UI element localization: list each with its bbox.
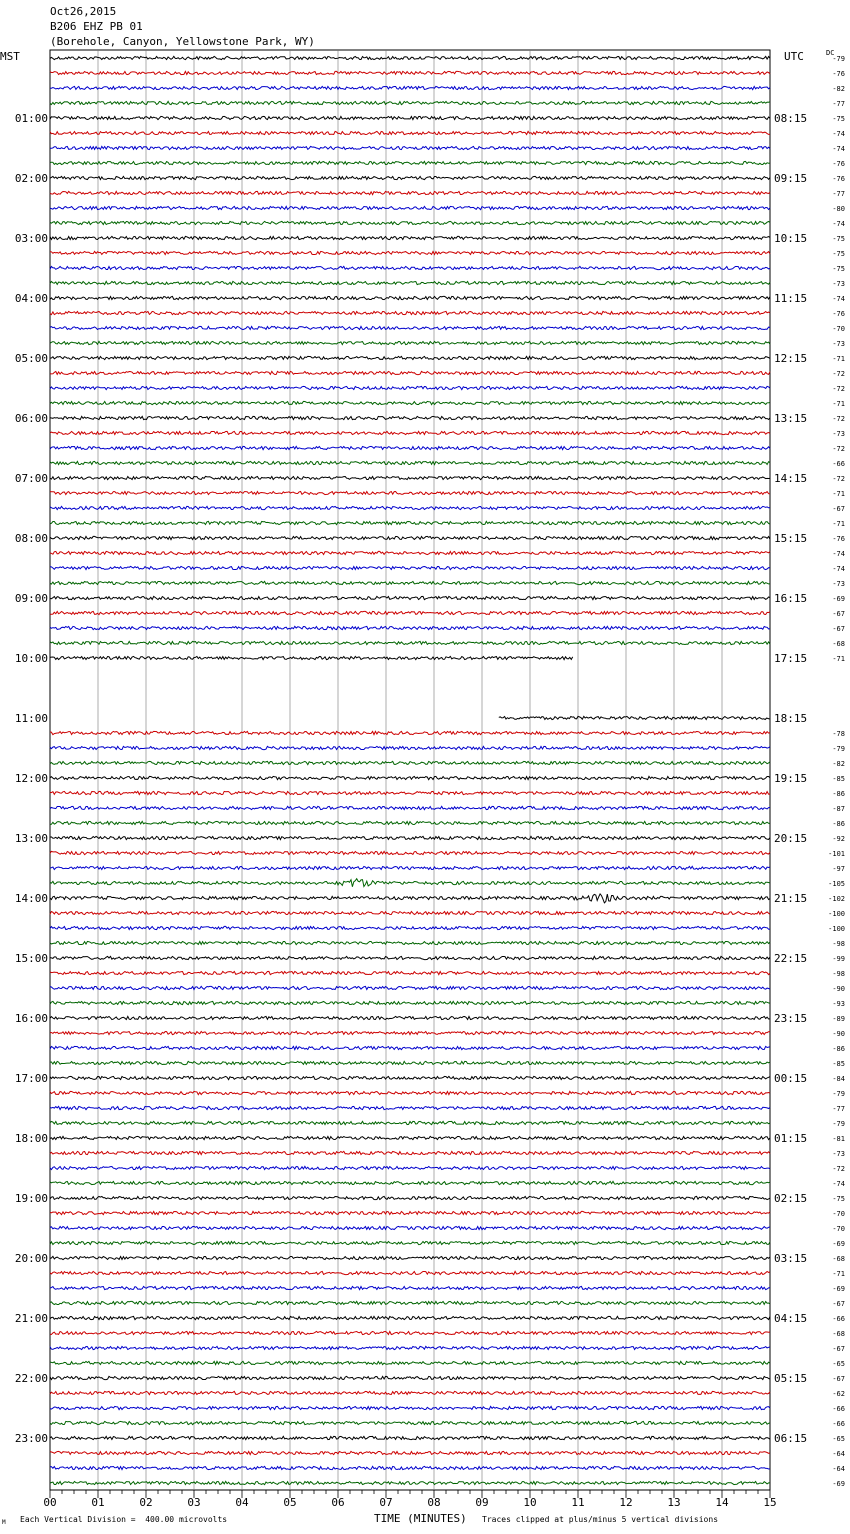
x-tick-label: 00 bbox=[43, 1496, 57, 1509]
dc-offset-label: -77 bbox=[832, 100, 845, 108]
dc-offset-label: -66 bbox=[832, 460, 845, 468]
trace-row bbox=[50, 1001, 770, 1004]
left-hour-label: 05:00 bbox=[14, 352, 48, 365]
left-hour-label: 18:00 bbox=[14, 1132, 48, 1145]
trace-row bbox=[50, 236, 770, 239]
x-axis-label: TIME (MINUTES) bbox=[374, 1512, 467, 1525]
dc-offset-label: -77 bbox=[832, 190, 845, 198]
trace-row bbox=[50, 86, 770, 89]
trace-row bbox=[50, 866, 770, 869]
trace-row bbox=[50, 761, 770, 764]
trace-row bbox=[50, 266, 770, 269]
dc-offset-label: -73 bbox=[832, 1150, 845, 1158]
trace-row bbox=[50, 446, 770, 449]
dc-offset-label: -97 bbox=[832, 865, 845, 873]
trace-row bbox=[50, 1466, 770, 1469]
trace-row bbox=[50, 1046, 770, 1049]
trace-row bbox=[50, 311, 770, 314]
trace-row bbox=[50, 146, 770, 149]
dc-offset-label: -73 bbox=[832, 280, 845, 288]
dc-offset-label: -85 bbox=[832, 1060, 845, 1068]
dc-offset-label: -90 bbox=[832, 1030, 845, 1038]
right-hour-label: 06:15 bbox=[774, 1432, 808, 1445]
trace-row bbox=[50, 1241, 770, 1244]
trace-row bbox=[50, 296, 770, 299]
x-tick-label: 01 bbox=[91, 1496, 105, 1509]
dc-offset-label: -75 bbox=[832, 235, 845, 243]
dc-offset-label: -66 bbox=[832, 1405, 845, 1413]
x-tick-label: 10 bbox=[523, 1496, 537, 1509]
trace-row bbox=[50, 191, 770, 194]
dc-offset-label: -73 bbox=[832, 430, 845, 438]
dc-offset-label: -75 bbox=[832, 115, 845, 123]
dc-offset-label: -68 bbox=[832, 640, 845, 648]
dc-offset-label: -82 bbox=[832, 85, 845, 93]
dc-offset-label: -74 bbox=[832, 565, 845, 573]
trace-row bbox=[50, 1016, 770, 1019]
right-hour-label: 15:15 bbox=[774, 532, 808, 545]
trace-row bbox=[50, 1106, 770, 1109]
trace-row bbox=[50, 1256, 770, 1259]
right-hour-label: 05:15 bbox=[774, 1372, 808, 1385]
dc-offset-label: -67 bbox=[832, 505, 845, 513]
dc-offset-label: -84 bbox=[832, 1075, 845, 1083]
left-hour-label: 04:00 bbox=[14, 292, 48, 305]
trace-row bbox=[50, 1196, 770, 1199]
dc-offset-label: -100 bbox=[828, 910, 845, 918]
right-hour-label: 18:15 bbox=[774, 712, 808, 725]
dc-offset-label: -70 bbox=[832, 1225, 845, 1233]
trace-row bbox=[50, 926, 770, 929]
right-hour-label: 09:15 bbox=[774, 172, 808, 185]
x-tick-label: 11 bbox=[571, 1496, 585, 1509]
dc-offset-label: -69 bbox=[832, 1240, 845, 1248]
trace-row bbox=[50, 1301, 770, 1304]
dc-offset-label: -89 bbox=[832, 1015, 845, 1023]
dc-offset-label: -74 bbox=[832, 220, 845, 228]
left-hour-label: 21:00 bbox=[14, 1312, 48, 1325]
left-hour-label: 09:00 bbox=[14, 592, 48, 605]
dc-offset-label: -90 bbox=[832, 985, 845, 993]
trace-row bbox=[50, 371, 770, 374]
dc-offset-label: -86 bbox=[832, 790, 845, 798]
dc-offset-label: -100 bbox=[828, 925, 845, 933]
dc-offset-label: -79 bbox=[832, 745, 845, 753]
dc-offset-label: -71 bbox=[832, 400, 845, 408]
dc-offset-label: -64 bbox=[832, 1450, 845, 1458]
trace-row bbox=[50, 1421, 770, 1424]
right-hour-label: 04:15 bbox=[774, 1312, 808, 1325]
dc-offset-label: -93 bbox=[832, 1000, 845, 1008]
right-hour-label: 22:15 bbox=[774, 952, 808, 965]
trace-row bbox=[50, 806, 770, 809]
dc-offset-label: -69 bbox=[832, 1285, 845, 1293]
trace-row bbox=[50, 1031, 770, 1034]
dc-offset-label: -71 bbox=[832, 520, 845, 528]
right-hour-label: 01:15 bbox=[774, 1132, 808, 1145]
dc-offset-label: -75 bbox=[832, 1195, 845, 1203]
dc-offset-label: -66 bbox=[832, 1420, 845, 1428]
trace-row bbox=[50, 101, 770, 104]
left-hour-label: 02:00 bbox=[14, 172, 48, 185]
trace-row bbox=[50, 221, 770, 224]
dc-offset-label: -102 bbox=[828, 895, 845, 903]
left-hour-label: 16:00 bbox=[14, 1012, 48, 1025]
dc-offset-label: -72 bbox=[832, 370, 845, 378]
dc-offset-label: -76 bbox=[832, 535, 845, 543]
trace-row bbox=[50, 1376, 770, 1379]
dc-offset-label: -62 bbox=[832, 1390, 845, 1398]
trace-row bbox=[50, 431, 770, 434]
dc-offset-label: -67 bbox=[832, 1300, 845, 1308]
right-hour-label: 10:15 bbox=[774, 232, 808, 245]
dc-offset-label: -101 bbox=[828, 850, 845, 858]
dc-offset-label: -71 bbox=[832, 355, 845, 363]
trace-row bbox=[50, 161, 770, 164]
x-tick-label: 02 bbox=[139, 1496, 153, 1509]
x-tick-label: 08 bbox=[427, 1496, 441, 1509]
left-hour-label: 23:00 bbox=[14, 1432, 48, 1445]
trace-row bbox=[50, 1121, 770, 1124]
trace-row bbox=[50, 836, 770, 839]
dc-offset-label: -65 bbox=[832, 1435, 845, 1443]
right-hour-label: 19:15 bbox=[774, 772, 808, 785]
trace-row bbox=[50, 386, 770, 389]
dc-column-label: DC bbox=[826, 49, 835, 57]
trace-row bbox=[50, 326, 770, 329]
dc-offset-label: -72 bbox=[832, 475, 845, 483]
x-tick-label: 15 bbox=[763, 1496, 777, 1509]
trace-row bbox=[50, 986, 770, 989]
dc-offset-label: -68 bbox=[832, 1255, 845, 1263]
dc-offset-label: -70 bbox=[832, 1210, 845, 1218]
dc-offset-label: -69 bbox=[832, 595, 845, 603]
trace-row bbox=[50, 596, 770, 599]
trace-row bbox=[50, 401, 770, 404]
dc-offset-label: -81 bbox=[832, 1135, 845, 1143]
dc-offset-label: -75 bbox=[832, 265, 845, 273]
dc-offset-label: -98 bbox=[832, 940, 845, 948]
trace-row bbox=[50, 1181, 770, 1184]
trace-row bbox=[50, 626, 770, 629]
dc-offset-label: -86 bbox=[832, 820, 845, 828]
trace-row bbox=[50, 956, 770, 959]
dc-offset-label: -72 bbox=[832, 415, 845, 423]
dc-offset-label: -68 bbox=[832, 1330, 845, 1338]
trace-row bbox=[50, 879, 770, 887]
left-hour-label: 20:00 bbox=[14, 1252, 48, 1265]
trace-row bbox=[50, 341, 770, 344]
dc-offset-label: -72 bbox=[832, 385, 845, 393]
dc-offset-label: -98 bbox=[832, 970, 845, 978]
left-hour-label: 17:00 bbox=[14, 1072, 48, 1085]
x-tick-label: 05 bbox=[283, 1496, 297, 1509]
dc-offset-label: -73 bbox=[832, 340, 845, 348]
trace-row bbox=[50, 1061, 770, 1064]
trace-row bbox=[50, 656, 573, 659]
clip-note: Traces clipped at plus/minus 5 vertical divisions bbox=[482, 1515, 719, 1524]
dc-offset-label: -78 bbox=[832, 730, 845, 738]
dc-offset-label: -66 bbox=[832, 1315, 845, 1323]
trace-row bbox=[50, 56, 770, 59]
trace-row bbox=[50, 941, 770, 944]
header-location: (Borehole, Canyon, Yellowstone Park, WY) bbox=[50, 35, 315, 48]
trace-row bbox=[50, 131, 770, 134]
right-hour-label: 13:15 bbox=[774, 412, 808, 425]
scale-note: Each Vertical Division = 400.00 microvolts bbox=[20, 1515, 228, 1524]
trace-row bbox=[50, 1076, 770, 1079]
trace-row bbox=[50, 1286, 770, 1289]
left-timezone-label: MST bbox=[0, 50, 20, 63]
dc-offset-label: -67 bbox=[832, 1375, 845, 1383]
dc-offset-label: -99 bbox=[832, 955, 845, 963]
trace-row bbox=[50, 821, 770, 824]
dc-offset-label: -76 bbox=[832, 310, 845, 318]
dc-offset-label: -80 bbox=[832, 205, 845, 213]
dc-offset-label: -67 bbox=[832, 1345, 845, 1353]
trace-row bbox=[50, 776, 770, 779]
dc-offset-label: -79 bbox=[832, 1120, 845, 1128]
trace-row bbox=[50, 551, 770, 554]
dc-offset-label: -76 bbox=[832, 70, 845, 78]
right-hour-label: 02:15 bbox=[774, 1192, 808, 1205]
right-hour-label: 03:15 bbox=[774, 1252, 808, 1265]
trace-row bbox=[50, 491, 770, 494]
trace-row bbox=[50, 1316, 770, 1319]
trace-row bbox=[50, 746, 770, 749]
left-hour-label: 13:00 bbox=[14, 832, 48, 845]
dc-offset-label: -65 bbox=[832, 1360, 845, 1368]
dc-offset-label: -86 bbox=[832, 1045, 845, 1053]
trace-row bbox=[50, 1331, 770, 1334]
trace-row bbox=[50, 971, 770, 974]
x-tick-label: 09 bbox=[475, 1496, 489, 1509]
trace-row bbox=[50, 791, 770, 794]
trace-row bbox=[50, 731, 770, 734]
left-hour-label: 15:00 bbox=[14, 952, 48, 965]
left-hour-label: 07:00 bbox=[14, 472, 48, 485]
dc-offset-label: -105 bbox=[828, 880, 845, 888]
trace-row bbox=[50, 1226, 770, 1229]
trace-row bbox=[50, 1271, 770, 1274]
right-hour-label: 12:15 bbox=[774, 352, 808, 365]
trace-row bbox=[50, 851, 770, 854]
left-hour-label: 10:00 bbox=[14, 652, 48, 665]
left-hour-label: 22:00 bbox=[14, 1372, 48, 1385]
trace-row bbox=[50, 1136, 770, 1139]
trace-row bbox=[50, 1391, 770, 1394]
dc-offset-label: -75 bbox=[832, 250, 845, 258]
dc-offset-label: -87 bbox=[832, 805, 845, 813]
dc-offset-label: -74 bbox=[832, 130, 845, 138]
dc-offset-label: -85 bbox=[832, 775, 845, 783]
trace-row bbox=[50, 461, 770, 464]
dc-offset-label: -71 bbox=[832, 655, 845, 663]
trace-row bbox=[50, 71, 770, 74]
dc-offset-label: -92 bbox=[832, 835, 845, 843]
trace-row bbox=[50, 251, 770, 254]
trace-row bbox=[50, 1481, 770, 1484]
right-hour-label: 11:15 bbox=[774, 292, 808, 305]
x-tick-label: 12 bbox=[619, 1496, 633, 1509]
right-hour-label: 20:15 bbox=[774, 832, 808, 845]
trace-row bbox=[50, 1211, 770, 1214]
dc-offset-label: -69 bbox=[832, 1480, 845, 1488]
trace-row bbox=[50, 176, 770, 179]
dc-offset-label: -79 bbox=[832, 1090, 845, 1098]
dc-offset-label: -71 bbox=[832, 490, 845, 498]
trace-row bbox=[50, 611, 770, 614]
right-hour-label: 16:15 bbox=[774, 592, 808, 605]
dc-offset-label: -74 bbox=[832, 295, 845, 303]
dc-offset-label: -82 bbox=[832, 760, 845, 768]
trace-row bbox=[50, 506, 770, 509]
trace-row bbox=[499, 716, 770, 719]
trace-row bbox=[50, 641, 770, 644]
x-tick-label: 04 bbox=[235, 1496, 249, 1509]
dc-offset-label: -74 bbox=[832, 550, 845, 558]
right-hour-label: 21:15 bbox=[774, 892, 808, 905]
x-tick-label: 07 bbox=[379, 1496, 393, 1509]
trace-row bbox=[50, 566, 770, 569]
right-timezone-label: UTC bbox=[784, 50, 804, 63]
dc-offset-label: -71 bbox=[832, 1270, 845, 1278]
right-hour-label: 00:15 bbox=[774, 1072, 808, 1085]
trace-row bbox=[50, 911, 770, 914]
trace-row bbox=[50, 416, 770, 419]
header-station: B206 EHZ PB 01 bbox=[50, 20, 143, 33]
dc-offset-label: -72 bbox=[832, 445, 845, 453]
dc-offset-label: -74 bbox=[832, 145, 845, 153]
corner-mark: M bbox=[2, 1519, 6, 1526]
right-hour-label: 17:15 bbox=[774, 652, 808, 665]
trace-row bbox=[50, 1451, 770, 1454]
dc-offset-label: -72 bbox=[832, 1165, 845, 1173]
dc-offset-label: -77 bbox=[832, 1105, 845, 1113]
trace-row bbox=[50, 1436, 770, 1439]
trace-row bbox=[50, 1091, 770, 1094]
trace-row bbox=[50, 536, 770, 539]
left-hour-label: 19:00 bbox=[14, 1192, 48, 1205]
dc-offset-label: -67 bbox=[832, 610, 845, 618]
left-hour-label: 11:00 bbox=[14, 712, 48, 725]
trace-row bbox=[50, 356, 770, 359]
x-tick-label: 03 bbox=[187, 1496, 201, 1509]
trace-row bbox=[50, 281, 770, 284]
x-tick-label: 06 bbox=[331, 1496, 345, 1509]
trace-row bbox=[50, 521, 770, 524]
x-tick-label: 13 bbox=[667, 1496, 681, 1509]
right-hour-label: 08:15 bbox=[774, 112, 808, 125]
trace-row bbox=[50, 116, 770, 119]
header-date: Oct26,2015 bbox=[50, 5, 117, 18]
dc-offset-label: -76 bbox=[832, 175, 845, 183]
trace-row bbox=[50, 1406, 770, 1409]
right-hour-label: 14:15 bbox=[774, 472, 808, 485]
dc-offset-label: -76 bbox=[832, 160, 845, 168]
left-hour-label: 06:00 bbox=[14, 412, 48, 425]
dc-offset-label: -79 bbox=[832, 55, 845, 63]
trace-row bbox=[50, 1346, 770, 1349]
trace-row bbox=[50, 894, 770, 903]
trace-row bbox=[50, 476, 770, 479]
left-hour-label: 14:00 bbox=[14, 892, 48, 905]
x-tick-label: 14 bbox=[715, 1496, 729, 1509]
dc-offset-label: -74 bbox=[832, 1180, 845, 1188]
left-hour-label: 12:00 bbox=[14, 772, 48, 785]
left-hour-label: 08:00 bbox=[14, 532, 48, 545]
left-hour-label: 01:00 bbox=[14, 112, 48, 125]
trace-row bbox=[50, 581, 770, 584]
dc-offset-label: -73 bbox=[832, 580, 845, 588]
trace-row bbox=[50, 1151, 770, 1154]
trace-row bbox=[50, 1361, 770, 1364]
right-hour-label: 23:15 bbox=[774, 1012, 808, 1025]
trace-row bbox=[50, 1166, 770, 1169]
trace-row bbox=[50, 206, 770, 209]
dc-offset-label: -64 bbox=[832, 1465, 845, 1473]
dc-offset-label: -70 bbox=[832, 325, 845, 333]
dc-offset-label: -67 bbox=[832, 625, 845, 633]
left-hour-label: 03:00 bbox=[14, 232, 48, 245]
